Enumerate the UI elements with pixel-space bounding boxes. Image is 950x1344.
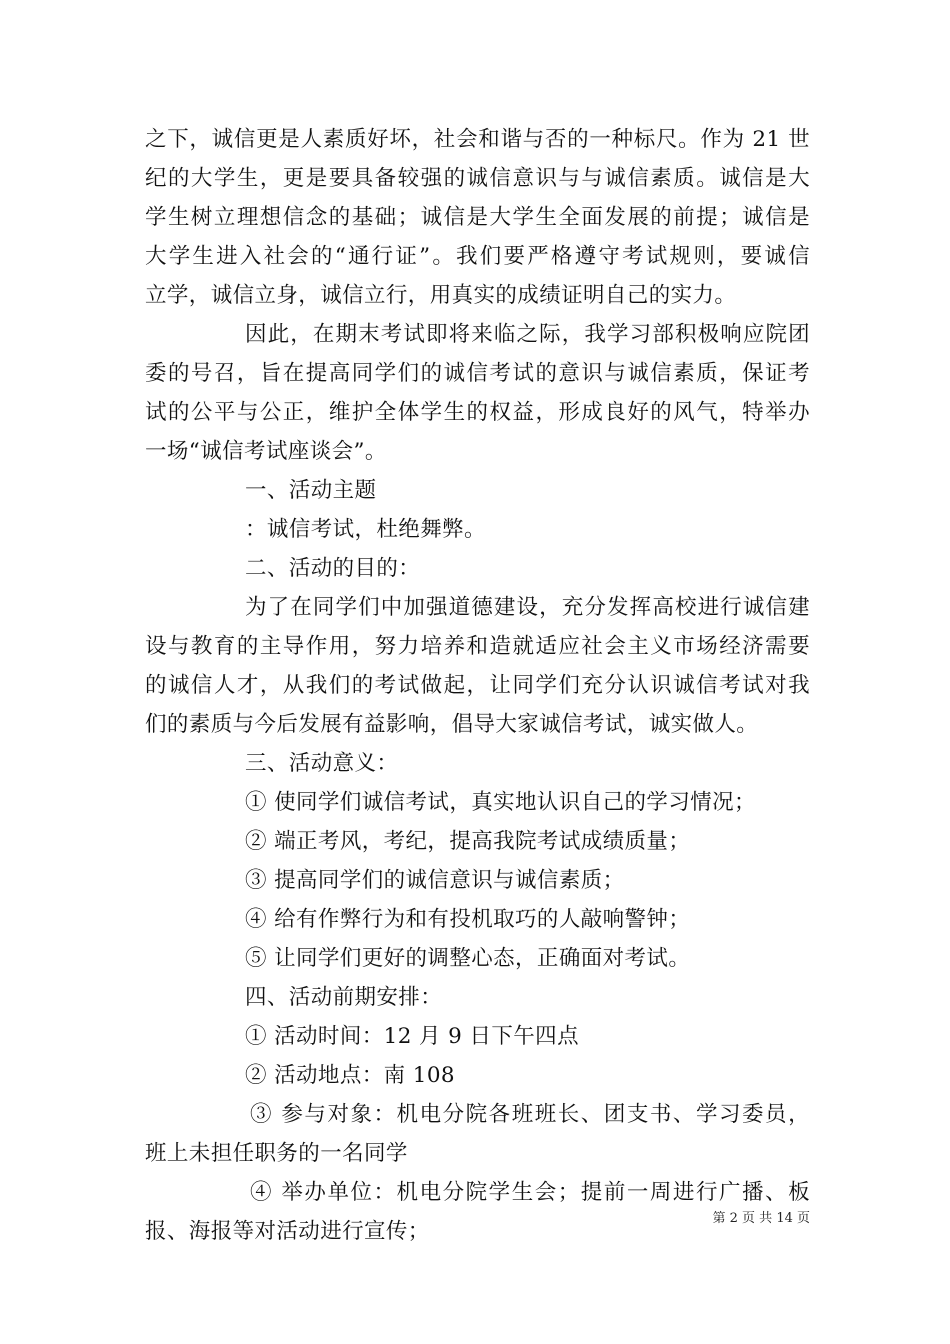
text-line: 一场“诚信考试座谈会”。: [145, 439, 387, 464]
section-heading-meaning: 三、活动意义：: [245, 751, 399, 776]
arrangement-organizer: ④ 举办单位：机电分院学生会；提前一周进行广播、板: [250, 1180, 810, 1205]
paragraph-therefore: [145, 315, 810, 471]
section-heading-theme: 一、活动主题: [245, 478, 377, 503]
arrangement-participants-cont: 班上未担任职务的一名同学: [145, 1141, 408, 1166]
paragraph-purpose: [145, 588, 810, 744]
list-item: ⑤ 让同学们更好的调整心态，正确面对考试。: [245, 946, 691, 971]
text-line: 立学，诚信立身，诚信立行，用真实的成绩证明自己的实力。: [145, 283, 737, 308]
theme-text: ：诚信考试，杜绝舞弊。: [245, 517, 486, 542]
text-line: 大学生进入社会的“通行证”。我们要严格遵守考试规则，要诚信: [145, 244, 810, 269]
paragraph-honesty-standard: [145, 120, 810, 315]
text-line: 纪的大学生，更是要具备较强的诚信意识与与诚信素质。诚信是大: [145, 166, 810, 191]
text-line: 的诚信人才，从我们的考试做起，让同学们充分认识诚信考试对我: [145, 673, 810, 698]
arrangement-time: ① 活动时间：12 月 9 日下午四点: [245, 1024, 579, 1049]
arrangement-organizer-cont: 报、海报等对活动进行宣传；: [145, 1219, 430, 1244]
section-heading-purpose: 二、活动的目的：: [245, 556, 421, 581]
document-body: [145, 120, 810, 1251]
list-item: ① 使同学们诚信考试，真实地认识自己的学习情况；: [245, 790, 756, 815]
list-item: ② 端正考风，考纪，提高我院考试成绩质量；: [245, 829, 691, 854]
page-number: 第 2 页 共 14 页: [712, 1211, 810, 1226]
list-item: ③ 提高同学们的诚信意识与诚信素质；: [245, 868, 625, 893]
meaning-list: [145, 783, 810, 978]
text-line: 之下，诚信更是人素质好坏，社会和谐与否的一种标尺。作为 21 世: [145, 127, 810, 152]
text-line: 委的号召，旨在提高同学们的诚信考试的意识与诚信素质，保证考: [145, 361, 810, 386]
text-line: 为了在同学们中加强道德建设，充分发挥高校进行诚信建: [245, 595, 810, 620]
text-line: 试的公平与公正，维护全体学生的权益，形成良好的风气，特举办: [145, 400, 810, 425]
section-heading-arrangement: 四、活动前期安排：: [245, 985, 443, 1010]
arrangement-place: ② 活动地点：南 108: [245, 1063, 456, 1088]
text-line: 学生树立理想信念的基础；诚信是大学生全面发展的前提；诚信是: [145, 205, 810, 230]
text-line: 设与教育的主导作用，努力培养和造就适应社会主义市场经济需要: [145, 634, 810, 659]
list-item: ④ 给有作弊行为和有投机取巧的人敲响警钟；: [245, 907, 691, 932]
arrangement-participants: ③ 参与对象：机电分院各班班长、团支书、学习委员，: [250, 1102, 810, 1127]
text-line: 们的素质与今后发展有益影响，倡导大家诚信考试，诚实做人。: [145, 712, 759, 737]
text-line: 因此，在期末考试即将来临之际，我学习部积极响应院团: [245, 322, 810, 347]
